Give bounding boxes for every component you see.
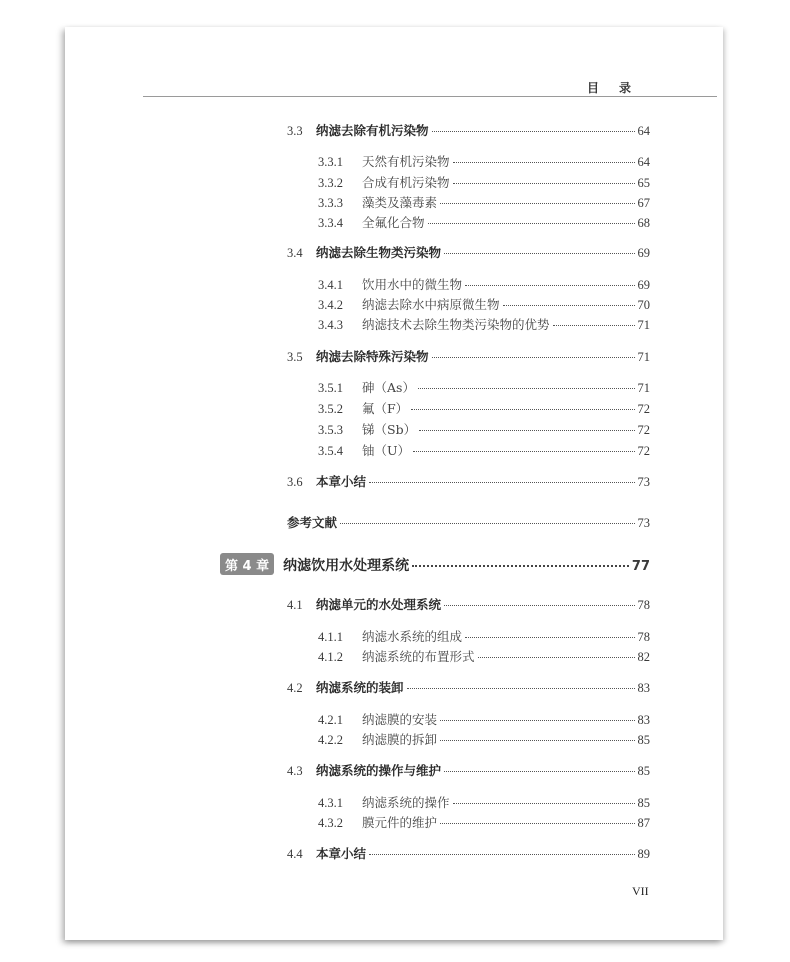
toc-subsection-4-2-2[interactable] [318, 730, 650, 750]
dot-leader [407, 688, 635, 689]
section-title: 本章小结 [316, 846, 367, 861]
subsection-title: 铀（U） [362, 443, 411, 458]
subsection-title: 全氟化合物 [362, 215, 425, 230]
toc-section-3-5[interactable] [287, 347, 650, 367]
subsection-number: 3.5.3 [318, 423, 343, 437]
toc-section-4-4[interactable] [287, 844, 650, 864]
section-number: 4.4 [287, 847, 303, 861]
references-title: 参考文献 [287, 515, 338, 530]
toc-subsection-4-1-1[interactable] [318, 627, 650, 647]
toc-section-4-2[interactable] [287, 678, 650, 698]
dot-leader [444, 771, 634, 772]
subsection-title: 纳滤水系统的组成 [362, 629, 463, 644]
toc-section-3-3[interactable] [287, 121, 650, 141]
subsection-title: 纳滤膜的安装 [362, 712, 438, 727]
section-title: 纳滤单元的水处理系统 [316, 597, 442, 612]
subsection-number: 4.3.2 [318, 816, 343, 830]
subsection-title: 纳滤技术去除生物类污染物的优势 [362, 317, 550, 332]
dot-leader [453, 803, 635, 804]
toc-references[interactable] [287, 513, 650, 533]
dot-leader [465, 285, 634, 286]
dot-leader [340, 523, 634, 524]
toc-subsection-4-3-2[interactable] [318, 813, 650, 833]
page-number: 85 [637, 796, 650, 810]
toc-subsection-3-3-2[interactable] [318, 173, 650, 193]
section-title: 纳滤去除特殊污染物 [316, 349, 429, 364]
subsection-number: 4.2.2 [318, 733, 343, 747]
page-number: 68 [637, 216, 650, 230]
page-number: 64 [637, 124, 650, 138]
subsection-number: 3.3.1 [318, 155, 343, 169]
toc-section-3-6[interactable] [287, 472, 650, 492]
section-title: 纳滤去除有机污染物 [316, 123, 429, 138]
toc-subsection-3-4-3[interactable] [318, 315, 650, 335]
page-number: 69 [637, 278, 650, 292]
dot-leader [418, 388, 635, 389]
subsection-title: 锑（Sb） [362, 422, 417, 437]
toc-section-4-3[interactable] [287, 761, 650, 781]
dot-leader [440, 740, 634, 741]
section-title: 纳滤系统的装卸 [316, 680, 404, 695]
subsection-number: 3.5.4 [318, 444, 343, 458]
dot-leader [369, 482, 634, 483]
dot-leader [432, 131, 635, 132]
page-number: 64 [637, 155, 650, 169]
dot-leader [432, 357, 635, 358]
page-number: 65 [637, 176, 650, 190]
page-number: 71 [637, 381, 650, 395]
subsection-number: 3.3.3 [318, 196, 343, 210]
subsection-title: 膜元件的维护 [362, 815, 438, 830]
page-number: 67 [637, 196, 650, 210]
dot-leader [444, 253, 634, 254]
page-number: 78 [637, 598, 650, 612]
toc-subsection-4-2-1[interactable] [318, 710, 650, 730]
toc-subsection-3-5-2[interactable] [318, 399, 650, 419]
dot-leader [478, 657, 635, 658]
dot-leader [412, 565, 629, 567]
subsection-title: 纳滤系统的操作 [362, 795, 450, 810]
book-page [65, 27, 723, 940]
header-rule [143, 96, 717, 97]
page-number: 72 [637, 444, 650, 458]
subsection-number: 4.1.2 [318, 650, 343, 664]
page-number: 85 [637, 764, 650, 778]
chapter-title: 纳滤饮用水处理系统 [283, 558, 410, 574]
section-number: 4.2 [287, 681, 303, 695]
page-number: 83 [637, 681, 650, 695]
page-number: 77 [631, 559, 650, 574]
subsection-number: 3.4.1 [318, 278, 343, 292]
page-number: 73 [637, 475, 650, 489]
page-number: 73 [637, 516, 650, 530]
page-number: 89 [637, 847, 650, 861]
page-number: 72 [637, 402, 650, 416]
page-number: 78 [637, 630, 650, 644]
toc-subsection-3-5-4[interactable] [318, 441, 650, 461]
subsection-title: 氟（F） [362, 401, 409, 416]
toc-subsection-4-3-1[interactable] [318, 793, 650, 813]
section-number: 3.6 [287, 475, 303, 489]
dot-leader [413, 451, 634, 452]
section-title: 本章小结 [316, 474, 367, 489]
toc-subsection-4-1-2[interactable] [318, 647, 650, 667]
toc-section-3-4[interactable] [287, 243, 650, 263]
page-number: 83 [637, 713, 650, 727]
subsection-title: 砷（As） [362, 380, 415, 395]
toc-section-4-1[interactable] [287, 595, 650, 615]
page-number: 72 [637, 423, 650, 437]
subsection-title: 合成有机污染物 [362, 175, 450, 190]
page-number: 69 [637, 246, 650, 260]
dot-leader [440, 720, 634, 721]
chapter-badge: 第 4 章 [220, 553, 274, 575]
toc-subsection-3-3-1[interactable] [318, 152, 650, 172]
subsection-title: 饮用水中的微生物 [362, 277, 463, 292]
subsection-title: 藻类及藻毒素 [362, 195, 438, 210]
page-folio: VII [632, 884, 649, 898]
page-number: 85 [637, 733, 650, 747]
section-number: 3.3 [287, 124, 303, 138]
dot-leader [369, 854, 634, 855]
dot-leader [428, 223, 635, 224]
subsection-title: 纳滤膜的拆卸 [362, 732, 438, 747]
running-header-title: 目录 [586, 81, 651, 95]
page-number: 87 [637, 816, 650, 830]
dot-leader [553, 325, 635, 326]
subsection-title: 纳滤系统的布置形式 [362, 649, 475, 664]
dot-leader [453, 162, 635, 163]
page-number: 82 [637, 650, 650, 664]
toc-subsection-3-4-1[interactable] [318, 275, 650, 295]
subsection-number: 3.3.4 [318, 216, 343, 230]
toc-subsection-3-3-3[interactable] [318, 193, 650, 213]
subsection-title: 纳滤去除水中病原微生物 [362, 297, 500, 312]
subsection-number: 3.4.2 [318, 298, 343, 312]
toc-chapter-4[interactable] [220, 553, 650, 577]
subsection-number: 3.3.2 [318, 176, 343, 190]
dot-leader [411, 409, 634, 410]
subsection-number: 4.2.1 [318, 713, 343, 727]
dot-leader [453, 183, 635, 184]
dot-leader [419, 430, 634, 431]
section-title: 纳滤去除生物类污染物 [316, 245, 442, 260]
dot-leader [465, 637, 634, 638]
page-number: 71 [637, 350, 650, 364]
dot-leader [503, 305, 635, 306]
toc-subsection-3-3-4[interactable] [318, 213, 650, 233]
subsection-number: 4.1.1 [318, 630, 343, 644]
dot-leader [440, 203, 634, 204]
page-number: 70 [637, 298, 650, 312]
subsection-number: 3.4.3 [318, 318, 343, 332]
section-number: 3.5 [287, 350, 303, 364]
toc-subsection-3-5-3[interactable] [318, 420, 650, 440]
page-number: 71 [637, 318, 650, 332]
toc-subsection-3-4-2[interactable] [318, 295, 650, 315]
subsection-title: 天然有机污染物 [362, 154, 450, 169]
section-title: 纳滤系统的操作与维护 [316, 763, 442, 778]
subsection-number: 3.5.1 [318, 381, 343, 395]
toc-subsection-3-5-1[interactable] [318, 378, 650, 398]
dot-leader [444, 605, 634, 606]
dot-leader [440, 823, 634, 824]
subsection-number: 4.3.1 [318, 796, 343, 810]
section-number: 4.3 [287, 764, 303, 778]
section-number: 3.4 [287, 246, 303, 260]
section-number: 4.1 [287, 598, 303, 612]
subsection-number: 3.5.2 [318, 402, 343, 416]
